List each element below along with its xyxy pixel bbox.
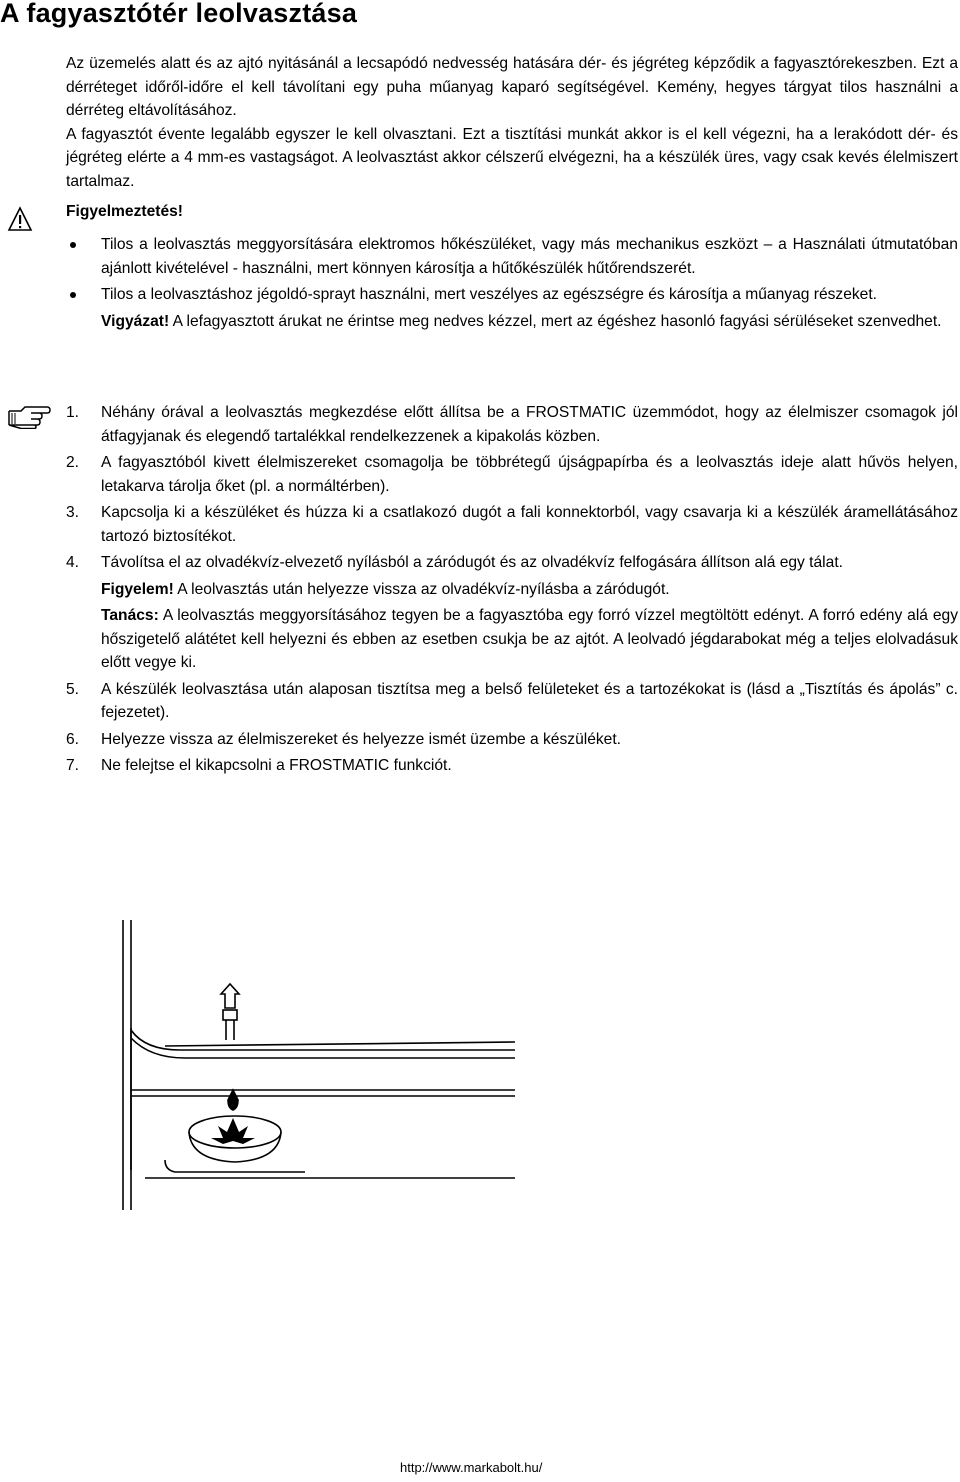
warning-triangle-icon: [7, 206, 33, 232]
list-item: [66, 283, 958, 307]
step-text: Néhány órával a leolvasztás megkezdése előtt állítsa be a FROSTMATIC üzemmódot, hogy az élelmiszer csomagok jól átfagyjanak és elegendő tartalékkal rendelkezzenek a kipakolás közben.: [101, 404, 958, 445]
step-text: A fagyasztóból kivett élelmiszereket csomagolja be többrétegű újságpapírba és a leolvasztás ideje alatt hűvös helyen, letakarva tárolja őket (pl. a normáltérben).: [101, 454, 958, 495]
caution-text: A lefagyasztott árukat ne érintse meg nedves kézzel, mert az égéshez hasonló fagyási sérüléseket szenvedhet.: [169, 312, 942, 330]
tip-text: A leolvasztás meggyorsításához tegyen be a fagyasztóba egy forró vízzel megtöltött edényt. A forró edény alá egy hőszigetelő alátétet kell helyezni és ebben az esetben csukja be az ajtót. A leolvadó jégdarabokat még a teljes elolvadásuk előtt vegye ki.: [101, 607, 958, 671]
footer-url: http://www.markabolt.hu/: [400, 1460, 543, 1475]
list-item: [66, 754, 958, 778]
pointing-hand-icon: [7, 403, 51, 429]
caution-label: Vigyázat!: [101, 312, 170, 330]
warning-list: [66, 233, 958, 333]
step-number: 6.: [66, 730, 80, 748]
bullet-text-1: Tilos a leolvasztás meggyorsítására elektromos hőkészüléket, vagy más mechanikus eszközt – a Használati útmutatóban ajánlott kivételével - használni, mert könnyen károsítja a hűtőkészülék hűtőrendszerét.: [101, 236, 958, 277]
tip-label: Tanács:: [101, 607, 159, 624]
attention-note: [66, 578, 958, 602]
bullet-icon: [70, 292, 76, 298]
list-item: [66, 233, 958, 280]
list-item: [66, 551, 958, 575]
list-item: [66, 501, 958, 548]
step-text: A készülék leolvasztása után alaposan tisztítsa meg a belső felületeket és a tartozékokat is (lásd a „Tisztítás és ápolás” c. fejezetet).: [101, 680, 958, 721]
step-number: 7.: [66, 757, 80, 774]
bullet-text-2: Tilos a leolvasztáshoz jégoldó-sprayt használni, mert veszélyes az egészségre és károsítja a műanyag részeket.: [101, 286, 878, 303]
list-item: [66, 728, 958, 752]
bullet-icon: [70, 242, 76, 248]
step-number: 5.: [66, 680, 80, 698]
step-number: 2.: [66, 454, 80, 471]
step-number: 4.: [66, 554, 80, 571]
intro-paragraph-2: A fagyasztót évente legalább egyszer le kell olvasztani. Ezt a tisztítási munkát akkor is el kell végezni, ha a lerakódott dér- és jégréteg elérte a 4 mm-es vastagságot. A leolvasztást akkor célszerű elvégezni, ha a készülék üres, vagy csak kevés élelmiszert tartalmaz.: [66, 125, 958, 190]
intro-paragraph-1: Az üzemelés alatt és az ajtó nyitásánál a lecsapódó nedvesség hatására dér- és jégréteg képződik a fagyasztórekeszben. Ezt a dérréteget időről-időre el kell távolítani egy puha műanyag kaparó segítségével. Kemény, hegyes tárgyat tilos használni a dérréteg eltávolításához.: [66, 55, 958, 119]
caution-note: [66, 310, 958, 334]
list-item: [66, 678, 958, 725]
attention-text: A leolvasztás után helyezze vissza az olvadékvíz-nyílásba a záródugót.: [173, 580, 670, 598]
intro-section: [66, 52, 958, 193]
steps-list: [66, 401, 958, 781]
defrost-drain-illustration: [105, 910, 525, 1210]
list-item: [66, 401, 958, 448]
step-text: Kapcsolja ki a készüléket és húzza ki a csatlakozó dugót a fali konnektorból, vagy csavarja ki a készülék áramellátásához tartozó biztosítékot.: [101, 504, 958, 545]
step-text: Ne felejtse el kikapcsolni a FROSTMATIC funkciót.: [101, 757, 452, 774]
step-number: 3.: [66, 504, 80, 521]
warning-heading: Figyelmeztetés!: [66, 203, 183, 220]
list-item: [66, 451, 958, 498]
attention-label: Figyelem!: [101, 580, 174, 598]
step-text: Távolítsa el az olvadékvíz-elvezető nyílásból a záródugót és az olvadékvíz felfogására állítson alá egy tálat.: [101, 554, 843, 571]
tip-note: [66, 604, 958, 675]
step-number: 1.: [66, 404, 80, 421]
step-text: Helyezze vissza az élelmiszereket és helyezze ismét üzembe a készüléket.: [101, 730, 622, 748]
page-title: A fagyasztótér leolvasztása: [0, 0, 358, 28]
